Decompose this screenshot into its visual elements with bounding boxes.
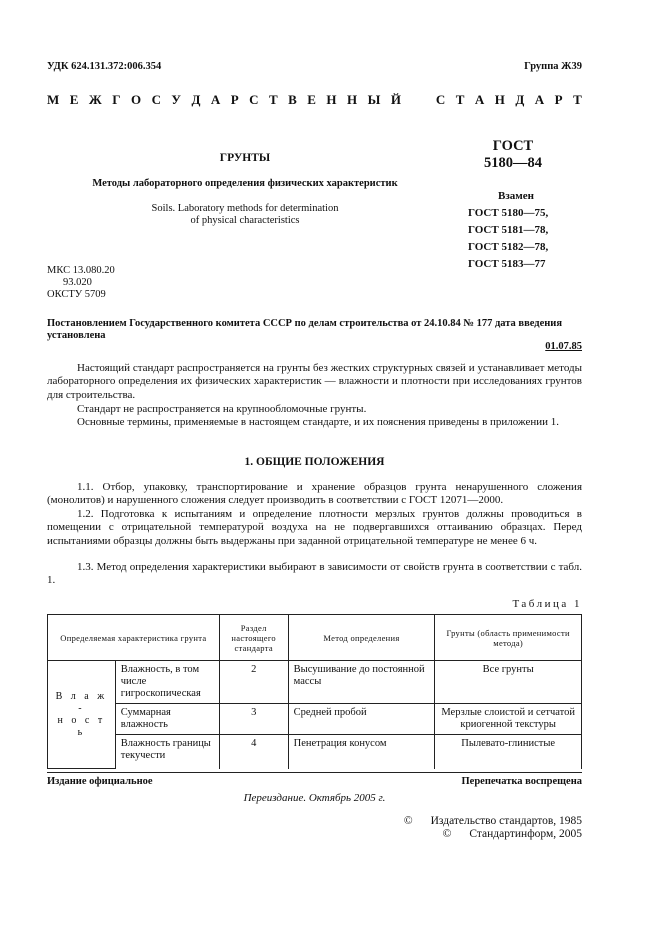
table-row bbox=[48, 735, 582, 769]
banner-letter: С bbox=[151, 92, 161, 107]
banner-letter: О bbox=[130, 92, 142, 107]
intro-paragraph-scope: Настоящий стандарт распространяется на грунты без жестких структурных связей и устанавливает методы лабораторного определения их физических характеристик — влажности и плотности при исследованиях грунтов для строительства. bbox=[47, 362, 582, 401]
banner-letter: А bbox=[474, 92, 485, 107]
banner-word-gap bbox=[411, 92, 425, 108]
replaced-standard: ГОСТ 5182—78, bbox=[468, 241, 549, 253]
classification-codes bbox=[47, 265, 115, 301]
group-label-line-1: В л а ж - bbox=[55, 690, 108, 714]
banner-letter: В bbox=[288, 92, 297, 107]
section-heading: 1. ОБЩИЕ ПОЛОЖЕНИЯ bbox=[244, 456, 385, 468]
banner-letter: У bbox=[171, 92, 181, 107]
header-characteristic: Определяемая характеристика грунта bbox=[48, 615, 220, 661]
group-label-moisture bbox=[48, 661, 116, 769]
reissue-note: Переиздание. Октябрь 2005 г. bbox=[243, 792, 386, 804]
header-method: Метод определения bbox=[288, 615, 435, 661]
banner-letter: Ж bbox=[88, 92, 102, 107]
copyright-publisher bbox=[404, 815, 582, 827]
row-characteristic: Суммарная влажность bbox=[115, 704, 219, 735]
banner-letter: Т bbox=[573, 92, 582, 107]
english-title-line-1: Soils. Laboratory methods for determination bbox=[151, 203, 339, 214]
replaced-standard: ГОСТ 5183—77 bbox=[468, 258, 546, 270]
banner-letter: Н bbox=[326, 92, 337, 107]
row-method: Высушивание до постоянной массы bbox=[288, 661, 435, 704]
gost-code: 5180—84 bbox=[484, 155, 542, 171]
methods-table bbox=[47, 614, 582, 769]
banner-letter: Т bbox=[455, 92, 465, 107]
header-soils: Грунты (область применимости метода) bbox=[435, 615, 582, 661]
replaces-label: Взамен bbox=[498, 190, 534, 202]
english-title-line-2: of physical characteristics bbox=[190, 215, 300, 226]
row-characteristic: Влажность границы текучести bbox=[115, 735, 219, 769]
row-section: 3 bbox=[219, 704, 288, 735]
banner-letter: Р bbox=[230, 92, 239, 107]
banner-letter: А bbox=[534, 92, 545, 107]
document-title: ГРУНТЫ bbox=[219, 152, 271, 164]
banner-letter: Р bbox=[554, 92, 563, 107]
footer-divider bbox=[47, 772, 582, 773]
copyright-standartinform-text: Стандартинформ, 2005 bbox=[469, 828, 582, 840]
copyright-symbol: © bbox=[442, 828, 452, 840]
intro-paragraph-terms: Основные термины, применяемые в настоящем стандарте, и их пояснения приведены в приложении 1. bbox=[77, 416, 560, 428]
clause-1-3: 1.3. Метод определения характеристики выбирают в зависимости от свойств грунта в соответствии с табл. 1. bbox=[47, 561, 582, 587]
effective-date: 01.07.85 bbox=[545, 341, 582, 352]
banner-letter: Н bbox=[347, 92, 358, 107]
replaces-block bbox=[468, 188, 548, 273]
copyright-publisher-text: Издательство стандартов, 1985 bbox=[430, 815, 582, 827]
mks-code-2: 93.020 bbox=[63, 277, 92, 288]
intro-paragraph-exclusion: Стандарт не распространяется на крупнообломочные грунты. bbox=[77, 403, 367, 415]
row-method: Средней пробой bbox=[288, 704, 435, 735]
banner-letter: Т bbox=[269, 92, 278, 107]
clause-1-2: 1.2. Подготовка к испытаниям и определение плотности мерзлых грунтов должны проводиться в помещении с отрицательной температурой воздуха на не подвергавшихся оттаиванию образцах. Перед испытаниями образцы должны быть выдержаны при заданной отрицательной температуре не менее 6 ч. bbox=[47, 508, 582, 547]
official-edition-label: Издание официальное bbox=[47, 776, 153, 787]
mks-code: МКС 13.080.20 bbox=[47, 265, 115, 276]
table-header-row bbox=[48, 615, 582, 661]
banner-letter: М bbox=[47, 92, 60, 107]
copyright-standartinform bbox=[443, 828, 582, 840]
header-section: Раздел настоящего стандарта bbox=[219, 615, 288, 661]
udk-code: УДК 624.131.372:006.354 bbox=[47, 61, 162, 72]
document-subtitle: Методы лабораторного определения физических характеристик bbox=[92, 178, 398, 189]
replaced-standard: ГОСТ 5181—78, bbox=[468, 224, 549, 236]
okstu-code: ОКСТУ 5709 bbox=[47, 289, 106, 300]
replaced-standard: ГОСТ 5180—75, bbox=[468, 207, 549, 219]
gost-number bbox=[468, 138, 558, 172]
gost-label: ГОСТ bbox=[492, 138, 534, 154]
banner-letter: Е bbox=[307, 92, 316, 107]
banner-letter: С bbox=[249, 92, 259, 107]
banner-letter: Е bbox=[69, 92, 79, 107]
row-soils: Все грунты bbox=[435, 661, 582, 704]
copyright-symbol: © bbox=[403, 815, 413, 827]
banner-letter: Д bbox=[191, 92, 201, 107]
row-method: Пенетрация конусом bbox=[288, 735, 435, 769]
decree-text: Постановлением Государственного комитета СССР по делам строительства от 24.10.84 № 177 дата введения установлена bbox=[47, 318, 563, 341]
table-caption: Таблица 1 bbox=[512, 598, 582, 610]
table-row bbox=[48, 661, 582, 704]
banner-letter: А bbox=[210, 92, 221, 107]
banner-letter: Д bbox=[515, 92, 525, 107]
row-soils: Мерзлые слоистой и сетчатой криогенной текстуры bbox=[435, 704, 582, 735]
row-section: 4 bbox=[219, 735, 288, 769]
clause-1-1: 1.1. Отбор, упаковку, транспортирование и хранение образцов грунта ненарушенного сложения (монолитов) и нарушенного сложения следует производить в соответствии с ГОСТ 12071—2000. bbox=[47, 481, 582, 507]
banner-letter: Н bbox=[494, 92, 505, 107]
group-label-line-2: н о с т ь bbox=[57, 714, 106, 738]
interstate-standard-banner bbox=[47, 92, 582, 108]
reprint-prohibited-label: Перепечатка воспрещена bbox=[461, 776, 582, 787]
group-code: Группа Ж39 bbox=[524, 61, 582, 72]
banner-letter: Г bbox=[112, 92, 121, 107]
banner-letter: Ы bbox=[367, 92, 381, 107]
banner-letter: Й bbox=[390, 92, 401, 107]
row-section: 2 bbox=[219, 661, 288, 704]
row-characteristic: Влажность, в том числе гигроскопическая bbox=[115, 661, 219, 704]
table-row bbox=[48, 704, 582, 735]
row-soils: Пылевато-глинистые bbox=[435, 735, 582, 769]
banner-letter: С bbox=[435, 92, 446, 107]
